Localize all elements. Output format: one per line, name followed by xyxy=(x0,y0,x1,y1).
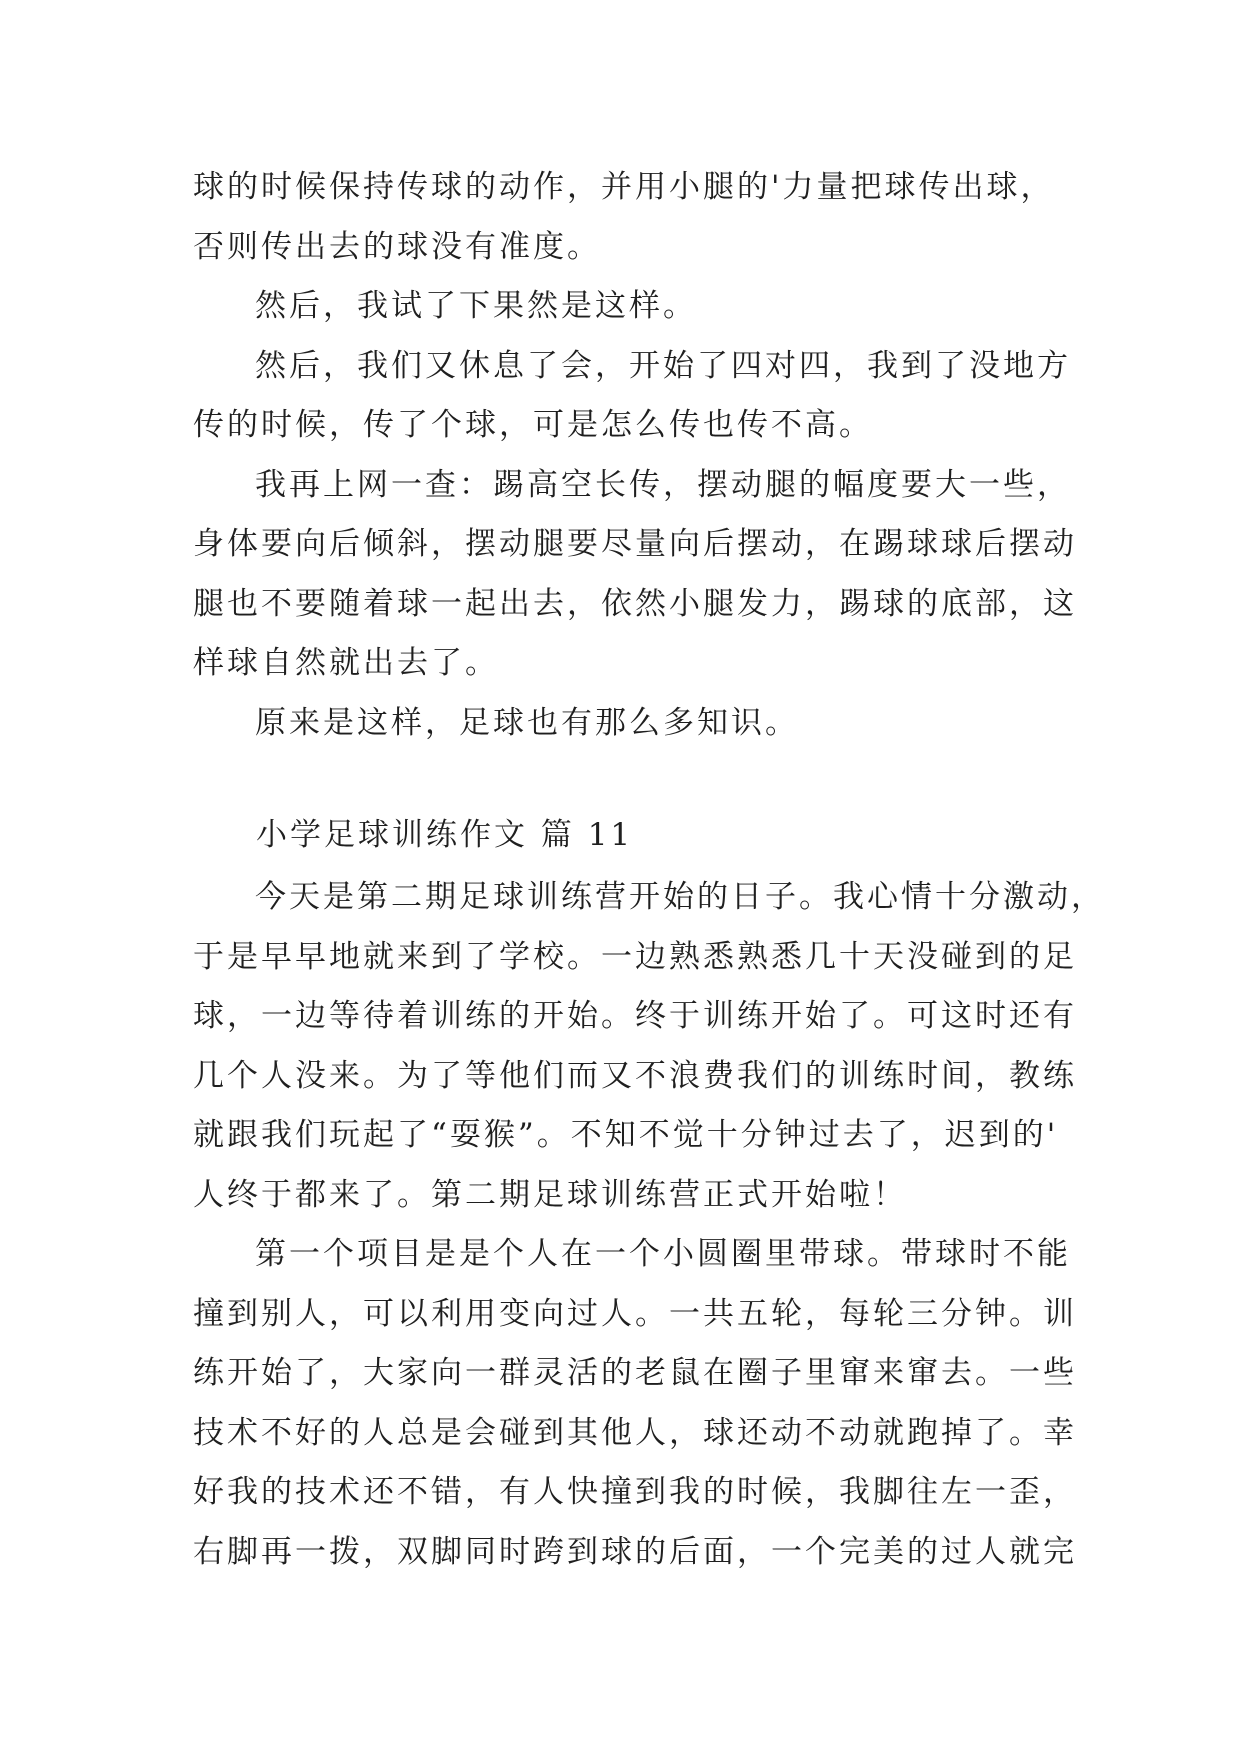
text-line: 球，一边等待着训练的开始。终于训练开始了。可这时还有 xyxy=(193,998,1077,1034)
text-line: 练开始了，大家向一群灵活的老鼠在圈子里窜来窜去。一些 xyxy=(193,1355,1077,1391)
text-line: 撞到别人，可以利用变向过人。一共五轮，每轮三分钟。训 xyxy=(193,1295,1077,1332)
essay-text-block-1 xyxy=(193,158,1077,753)
text-line: 今天是第二期足球训练营开始的日子。我心情十分激动， xyxy=(255,879,1105,915)
text-line: 几个人没来。为了等他们而又不浪费我们的训练时间，教练 xyxy=(193,1057,1077,1094)
text-line: 传的时候，传了个球，可是怎么传也传不高。 xyxy=(193,407,873,443)
text-line: 否则传出去的球没有准度。 xyxy=(193,228,601,265)
text-line: 好我的技术还不错，有人快撞到我的时候，我脚往左一歪， xyxy=(193,1474,1077,1510)
essay-text-block-2 xyxy=(193,868,1105,1582)
text-line: 原来是这样，足球也有那么多知识。 xyxy=(255,704,799,741)
text-line: 然后，我们又休息了会，开始了四对四，我到了没地方 xyxy=(255,347,1071,384)
text-line: 球的时候保持传球的动作，并用小腿的'力量把球传出球， xyxy=(193,169,1055,205)
text-line: 我再上网一查：踢高空长传，摆动腿的幅度要大一些， xyxy=(255,466,1071,503)
text-line: 技术不好的人总是会碰到其他人，球还动不动就跑掉了。幸 xyxy=(193,1414,1077,1451)
text-line: 人终于都来了。第二期足球训练营正式开始啦！ xyxy=(193,1176,907,1213)
text-line: 样球自然就出去了。 xyxy=(193,645,499,681)
text-line: 然后，我试了下果然是这样。 xyxy=(255,288,697,324)
text-line: 腿也不要随着球一起出去，依然小腿发力，踢球的底部，这 xyxy=(193,585,1077,622)
text-line: 第一个项目是是个人在一个小圆圈里带球。带球时不能 xyxy=(255,1236,1071,1272)
text-line: 就跟我们玩起了“耍猴”。不知不觉十分钟过去了，迟到的' xyxy=(193,1117,1059,1153)
section-heading: 小学足球训练作文 篇 11 xyxy=(256,817,634,853)
text-line: 右脚再一拨，双脚同时跨到球的后面，一个完美的过人就完 xyxy=(193,1533,1077,1570)
text-line: 于是早早地就来到了学校。一边熟悉熟悉几十天没碰到的足 xyxy=(193,938,1077,975)
text-line: 身体要向后倾斜，摆动腿要尽量向后摆动，在踢球球后摆动 xyxy=(193,526,1077,562)
